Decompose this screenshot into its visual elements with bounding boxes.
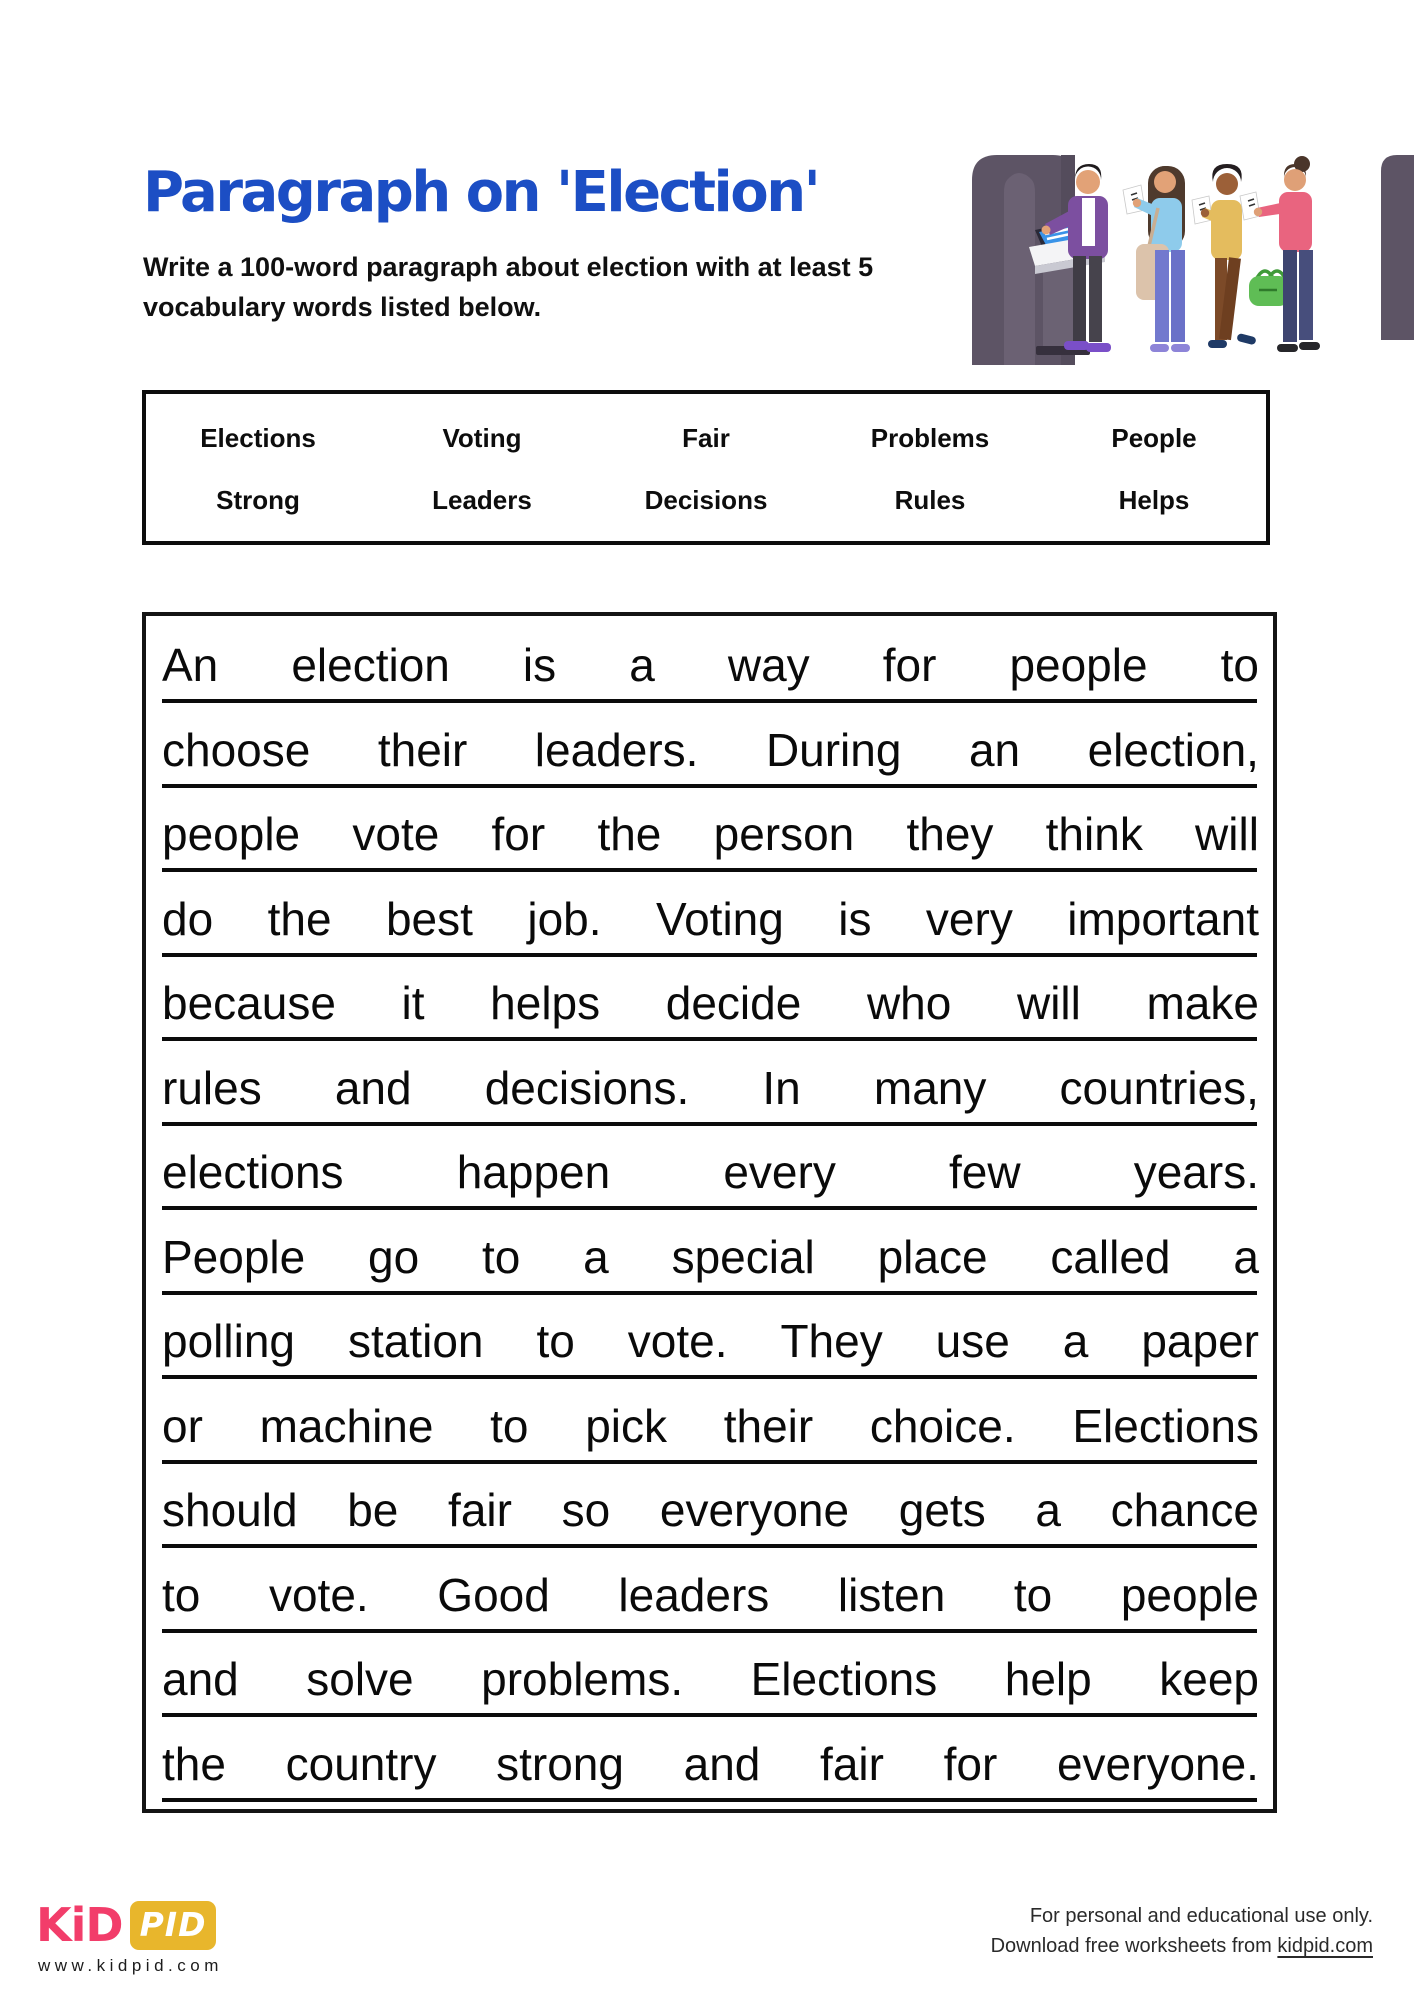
paragraph-word: In (762, 1061, 801, 1114)
paragraph-line (162, 1735, 1259, 1820)
paragraph-word: choose (162, 723, 311, 776)
paragraph-word: person (713, 808, 855, 860)
website-url: www.kidpid.com (38, 1956, 223, 1975)
paragraph-word: An (162, 639, 219, 691)
vocab-word: Leaders (432, 484, 532, 515)
paragraph-word: use (935, 1315, 1010, 1367)
instructions (143, 247, 973, 327)
paragraph-word: to (1013, 1568, 1053, 1621)
paragraph-word: called (1050, 1230, 1171, 1283)
paragraph-word: keep (1159, 1653, 1259, 1705)
kidpid-logo (36, 1898, 216, 1952)
paragraph-word: years. (1133, 1146, 1259, 1198)
kidpid-logo-kid: KiD (36, 1898, 123, 1952)
paragraph-word: problems. (481, 1653, 684, 1705)
paragraph-word: it (401, 977, 425, 1029)
paragraph-word: way (727, 639, 810, 691)
paragraph-word: decide (665, 977, 802, 1029)
paragraph-word: or (162, 1399, 203, 1452)
paragraph-word: chance (1110, 1484, 1259, 1536)
paragraph-word: is (838, 892, 872, 945)
paragraph-word: go (368, 1230, 420, 1283)
paragraph-word: machine (259, 1399, 434, 1452)
paragraph-word: a (583, 1230, 609, 1283)
paragraph-word: vote. (268, 1568, 369, 1621)
paragraph-word: vote (352, 808, 440, 860)
paragraph-word: a (629, 639, 655, 691)
paragraph-word: best (385, 892, 473, 945)
paragraph-line (162, 1059, 1259, 1144)
paragraph-word: election (291, 639, 450, 691)
paragraph-line (162, 1566, 1259, 1651)
vocab-word: Elections (200, 422, 316, 453)
paragraph-word: station (347, 1315, 484, 1367)
paragraph-word: solve (306, 1653, 414, 1705)
paragraph-line (162, 805, 1259, 890)
paragraph-word: job. (527, 892, 602, 945)
vocab-word: People (1111, 422, 1197, 453)
paragraph-word: to (490, 1399, 529, 1452)
paragraph-word: elections (162, 1146, 344, 1198)
paragraph-word: should (162, 1484, 298, 1536)
paragraph-word: for (491, 808, 546, 860)
paragraph-word: paper (1141, 1315, 1259, 1367)
paragraph-word: Voting (655, 892, 784, 945)
paragraph-word: everyone (659, 1484, 850, 1536)
paragraph-line (162, 1312, 1259, 1397)
paragraph-word: for (943, 1737, 998, 1790)
kidpid-link[interactable]: kidpid.com (1277, 1935, 1373, 1957)
paragraph-box (142, 612, 1277, 1813)
paragraph-word: Good (437, 1568, 550, 1621)
paragraph-word: people (1009, 639, 1148, 691)
paragraph-word: is (522, 639, 557, 691)
paragraph-word: special (671, 1230, 815, 1283)
paragraph-word: the (162, 1737, 226, 1790)
kidpid-logo-pid: PID (130, 1901, 217, 1950)
vocab-word: Fair (682, 422, 730, 453)
paragraph-word: Elections (1072, 1399, 1259, 1452)
paragraph-word: rules (162, 1061, 262, 1114)
usage-note-line-2 (991, 1931, 1373, 1961)
paragraph-word: few (948, 1146, 1021, 1198)
paragraph-word: listen (837, 1568, 946, 1621)
paragraph-word: very (925, 892, 1013, 945)
paragraph-word: to (162, 1568, 201, 1621)
paragraph-line (162, 636, 1259, 721)
paragraph-word: important (1067, 892, 1259, 945)
paragraph-word: think (1045, 808, 1143, 860)
paragraph-word: polling (162, 1315, 295, 1367)
paragraph-word: their (723, 1399, 814, 1452)
paragraph-word: helps (490, 977, 601, 1029)
vocab-word: Problems (870, 422, 990, 453)
paragraph-word: strong (496, 1737, 624, 1790)
paragraph-word: people (1120, 1568, 1259, 1621)
paragraph-word: an (968, 723, 1021, 776)
paragraph-line (162, 1481, 1259, 1566)
paragraph-word: make (1146, 977, 1259, 1029)
paragraph-word: who (866, 977, 952, 1029)
paragraph-line (162, 1397, 1259, 1482)
paragraph-word: the (267, 892, 332, 945)
paragraph-word: leaders (618, 1568, 770, 1621)
vocab-word: Voting (442, 422, 522, 453)
paragraph-word: help (1004, 1653, 1092, 1705)
paragraph-word: a (1062, 1315, 1089, 1367)
paragraph-word: the (597, 808, 662, 860)
paragraph-line (162, 721, 1259, 806)
paragraph-word: and (334, 1061, 412, 1114)
usage-note (991, 1901, 1373, 1961)
paragraph-word: because (162, 977, 336, 1029)
vocab-word: Decisions (644, 484, 768, 515)
vocab-word: Helps (1118, 484, 1190, 515)
vocabulary-word-bank (142, 390, 1270, 545)
paragraph-line (162, 1143, 1259, 1228)
page-title: Paragraph on 'Election' (143, 160, 819, 225)
paragraph-word: to (1220, 639, 1259, 691)
vocab-word: Strong (216, 484, 300, 515)
paragraph-word: choice. (869, 1399, 1016, 1452)
usage-note-line-2-text: Download free worksheets from (990, 1935, 1278, 1957)
paragraph-word: People (162, 1230, 306, 1283)
paragraph-word: country (285, 1737, 437, 1790)
usage-note-line-1: For personal and educational use only. (1029, 1905, 1373, 1927)
paragraph-word: people (162, 808, 301, 860)
paragraph-line (162, 1650, 1259, 1735)
paragraph-word: pick (585, 1399, 668, 1452)
paragraph-word: Elections (750, 1653, 938, 1705)
paragraph-word: and (683, 1737, 761, 1790)
paragraph-line (162, 1228, 1259, 1313)
paragraph-word: and (162, 1653, 239, 1705)
paragraph-line (162, 974, 1259, 1059)
paragraph-word: leaders. (534, 723, 699, 776)
paragraph-word: gets (898, 1484, 986, 1536)
paragraph-word: fair (820, 1737, 884, 1790)
paragraph-word: a (1233, 1230, 1259, 1283)
paragraph-word: happen (456, 1146, 611, 1198)
voting-illustration (965, 150, 1414, 365)
paragraph-word: election, (1087, 723, 1259, 776)
paragraph-word: be (347, 1484, 399, 1536)
paragraph-word: a (1035, 1484, 1061, 1536)
paragraph-word: everyone. (1056, 1737, 1259, 1790)
paragraph-word: every (723, 1146, 836, 1198)
paragraph-word: do (162, 892, 214, 945)
paragraph-line (162, 890, 1259, 975)
instructions-line-2: vocabulary words listed below. (143, 292, 542, 322)
paragraph-word: so (561, 1484, 611, 1536)
paragraph-word: They (780, 1315, 883, 1367)
paragraph-word: During (765, 723, 902, 776)
instructions-line-1: Write a 100-word paragraph about election with at least 5 (143, 252, 874, 282)
paragraph-word: vote. (627, 1315, 728, 1367)
paragraph-word: to (536, 1315, 575, 1367)
vocab-word: Rules (894, 484, 966, 515)
paragraph-word: place (877, 1230, 988, 1283)
paragraph-word: countries, (1059, 1061, 1259, 1114)
paragraph-word: fair (448, 1484, 512, 1536)
paragraph-word: will (1195, 808, 1259, 860)
paragraph-word: will (1016, 977, 1081, 1029)
paragraph-word: their (377, 723, 468, 776)
paragraph-word: decisions. (484, 1061, 690, 1114)
paragraph-word: many (873, 1061, 987, 1114)
paragraph-word: for (882, 639, 937, 691)
paragraph-word: they (906, 808, 994, 860)
paragraph-word: to (482, 1230, 521, 1283)
